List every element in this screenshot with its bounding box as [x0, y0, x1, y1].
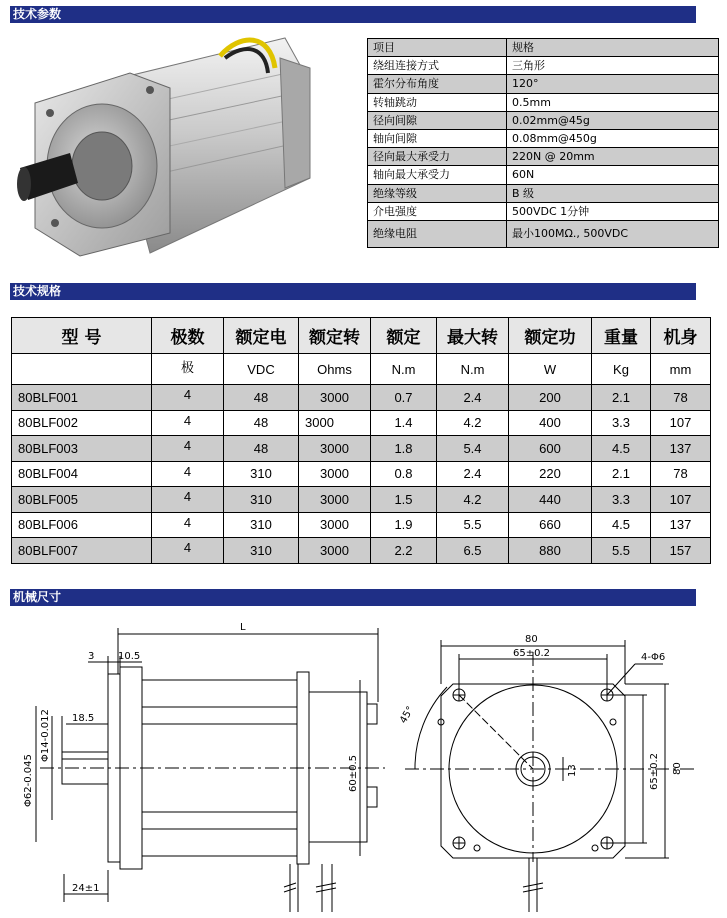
- spec-cell: 200: [509, 385, 592, 411]
- param-item: 项目: [368, 39, 507, 57]
- side-view-drawing: [0, 612, 395, 918]
- param-value: 0.02mm@45g: [507, 111, 719, 129]
- spec-cell: 660: [509, 512, 592, 538]
- spec-cell: 48: [224, 410, 299, 436]
- spec-cell: 4.5: [592, 512, 651, 538]
- spec-cell: 3000: [299, 436, 371, 462]
- spec-cell: 3000: [299, 385, 371, 411]
- spec-cell: 80BLF005: [12, 487, 152, 513]
- param-value: 120°: [507, 75, 719, 93]
- param-row: [368, 148, 719, 166]
- dim-front-80-right: 80: [672, 762, 683, 775]
- spec-unit: 极: [152, 354, 224, 385]
- dim-front-80: 80: [525, 634, 538, 645]
- spec-cell: 4.5: [592, 436, 651, 462]
- spec-cell: 3000: [299, 538, 371, 564]
- param-row: [368, 220, 719, 247]
- spec-cell: 310: [224, 538, 299, 564]
- spec-cell: 137: [651, 436, 711, 462]
- spec-cell: 2.4: [437, 461, 509, 487]
- param-row: [368, 93, 719, 111]
- param-value: 500VDC 1分钟: [507, 202, 719, 220]
- spec-cell: 157: [651, 538, 711, 564]
- spec-unit: VDC: [224, 354, 299, 385]
- param-row: [368, 57, 719, 75]
- spec-header: 型 号: [12, 318, 152, 354]
- param-value: 60N: [507, 166, 719, 184]
- spec-cell: 4.2: [437, 410, 509, 436]
- param-table: [367, 38, 719, 248]
- param-value: 三角形: [507, 57, 719, 75]
- dim-angle: 45°: [398, 704, 417, 726]
- param-item: 轴向最大承受力: [368, 166, 507, 184]
- spec-cell: 3000: [299, 487, 371, 513]
- spec-row: [12, 512, 711, 538]
- spec-cell: 310: [224, 487, 299, 513]
- param-value: 规格: [507, 39, 719, 57]
- dim-13: 13: [567, 764, 578, 777]
- dim-front-65-right: 65±0.2: [649, 752, 660, 790]
- spec-cell: 1.5: [371, 487, 437, 513]
- dim-60: 60±0.5: [348, 754, 359, 792]
- section-title-specs: 技术规格: [10, 283, 696, 300]
- spec-units-row: [12, 354, 711, 385]
- spec-unit: Ohms: [299, 354, 371, 385]
- param-row: [368, 39, 719, 57]
- spec-cell: 137: [651, 512, 711, 538]
- spec-cell: 0.8: [371, 461, 437, 487]
- motor-photo: [10, 28, 335, 260]
- param-value: 0.5mm: [507, 93, 719, 111]
- spec-header: 极数: [152, 318, 224, 354]
- spec-unit: N.m: [371, 354, 437, 385]
- spec-cell: 310: [224, 512, 299, 538]
- spec-cell: 1.8: [371, 436, 437, 462]
- param-value: 0.08mm@450g: [507, 129, 719, 147]
- spec-table: [11, 317, 711, 564]
- spec-cell: 4: [152, 538, 224, 564]
- section-title-dims: 机械尺寸: [10, 589, 696, 606]
- spec-cell: 80BLF004: [12, 461, 152, 487]
- spec-cell: 400: [509, 410, 592, 436]
- spec-cell: 0.7: [371, 385, 437, 411]
- spec-unit: Kg: [592, 354, 651, 385]
- spec-cell: 80BLF007: [12, 538, 152, 564]
- param-row: [368, 129, 719, 147]
- spec-cell: 78: [651, 385, 711, 411]
- spec-header: 最大转: [437, 318, 509, 354]
- param-item: 轴向间隙: [368, 129, 507, 147]
- spec-cell: 2.1: [592, 385, 651, 411]
- spec-header: 额定转: [299, 318, 371, 354]
- dim-18-5: 18.5: [72, 713, 95, 724]
- spec-cell: 80BLF002: [12, 410, 152, 436]
- spec-cell: 80BLF003: [12, 436, 152, 462]
- spec-row: [12, 436, 711, 462]
- dim-phi62: Φ62-0.045: [23, 754, 34, 807]
- spec-row: [12, 461, 711, 487]
- spec-cell: 3.3: [592, 487, 651, 513]
- spec-row: [12, 487, 711, 513]
- param-row: [368, 184, 719, 202]
- spec-cell: 80BLF006: [12, 512, 152, 538]
- spec-cell: 600: [509, 436, 592, 462]
- dim-holes: 4-Φ6: [641, 652, 666, 663]
- spec-cell: 5.4: [437, 436, 509, 462]
- spec-header-row: [12, 318, 711, 354]
- spec-row: [12, 538, 711, 564]
- spec-cell: 80BLF001: [12, 385, 152, 411]
- spec-cell: 78: [651, 461, 711, 487]
- param-row: [368, 75, 719, 93]
- spec-cell: 2.1: [592, 461, 651, 487]
- param-value: 最小100MΩ., 500VDC: [507, 220, 719, 247]
- dim-front-65: 65±0.2: [513, 648, 551, 659]
- spec-header: 额定功: [509, 318, 592, 354]
- spec-header: 机身: [651, 318, 711, 354]
- spec-cell: 4: [152, 512, 224, 538]
- param-item: 介电强度: [368, 202, 507, 220]
- spec-cell: 5.5: [592, 538, 651, 564]
- param-item: 转轴跳动: [368, 93, 507, 111]
- spec-cell: 3000: [299, 512, 371, 538]
- spec-cell: 2.2: [371, 538, 437, 564]
- param-item: 绝缘等级: [368, 184, 507, 202]
- spec-cell: 107: [651, 410, 711, 436]
- spec-cell: 3.3: [592, 410, 651, 436]
- dim-10-5: 10.5: [118, 651, 141, 662]
- param-item: 绕组连接方式: [368, 57, 507, 75]
- param-row: [368, 111, 719, 129]
- spec-cell: 1.9: [371, 512, 437, 538]
- spec-header: 额定电: [224, 318, 299, 354]
- spec-cell: 1.4: [371, 410, 437, 436]
- dim-3: 3: [88, 651, 95, 662]
- spec-cell: 4: [152, 487, 224, 513]
- spec-unit: [12, 354, 152, 385]
- spec-cell: 220: [509, 461, 592, 487]
- param-item: 径向最大承受力: [368, 148, 507, 166]
- spec-cell: 4.2: [437, 487, 509, 513]
- spec-cell: 4: [152, 436, 224, 462]
- spec-cell: 48: [224, 385, 299, 411]
- spec-unit: N.m: [437, 354, 509, 385]
- param-item: 霍尔分布角度: [368, 75, 507, 93]
- front-view-drawing: [395, 612, 727, 918]
- param-row: [368, 202, 719, 220]
- spec-cell: 3000: [299, 410, 371, 436]
- spec-cell: 440: [509, 487, 592, 513]
- param-value: 220N @ 20mm: [507, 148, 719, 166]
- spec-cell: 48: [224, 436, 299, 462]
- spec-row: [12, 410, 711, 436]
- param-item: 绝缘电阻: [368, 220, 507, 247]
- dim-phi14: Φ14-0.012: [40, 709, 51, 762]
- param-item: 径向间隙: [368, 111, 507, 129]
- section-title-params: 技术参数: [10, 6, 696, 23]
- spec-header: 重量: [592, 318, 651, 354]
- spec-unit: mm: [651, 354, 711, 385]
- spec-cell: 310: [224, 461, 299, 487]
- spec-cell: 4: [152, 410, 224, 436]
- param-row: [368, 166, 719, 184]
- spec-row: [12, 385, 711, 411]
- spec-cell: 5.5: [437, 512, 509, 538]
- spec-cell: 880: [509, 538, 592, 564]
- spec-cell: 3000: [299, 461, 371, 487]
- spec-unit: W: [509, 354, 592, 385]
- dim-24: 24±1: [72, 883, 100, 894]
- dim-length: L: [240, 622, 246, 633]
- spec-header: 额定: [371, 318, 437, 354]
- param-value: B 级: [507, 184, 719, 202]
- spec-cell: 4: [152, 385, 224, 411]
- spec-cell: 4: [152, 461, 224, 487]
- spec-cell: 6.5: [437, 538, 509, 564]
- spec-cell: 2.4: [437, 385, 509, 411]
- spec-cell: 107: [651, 487, 711, 513]
